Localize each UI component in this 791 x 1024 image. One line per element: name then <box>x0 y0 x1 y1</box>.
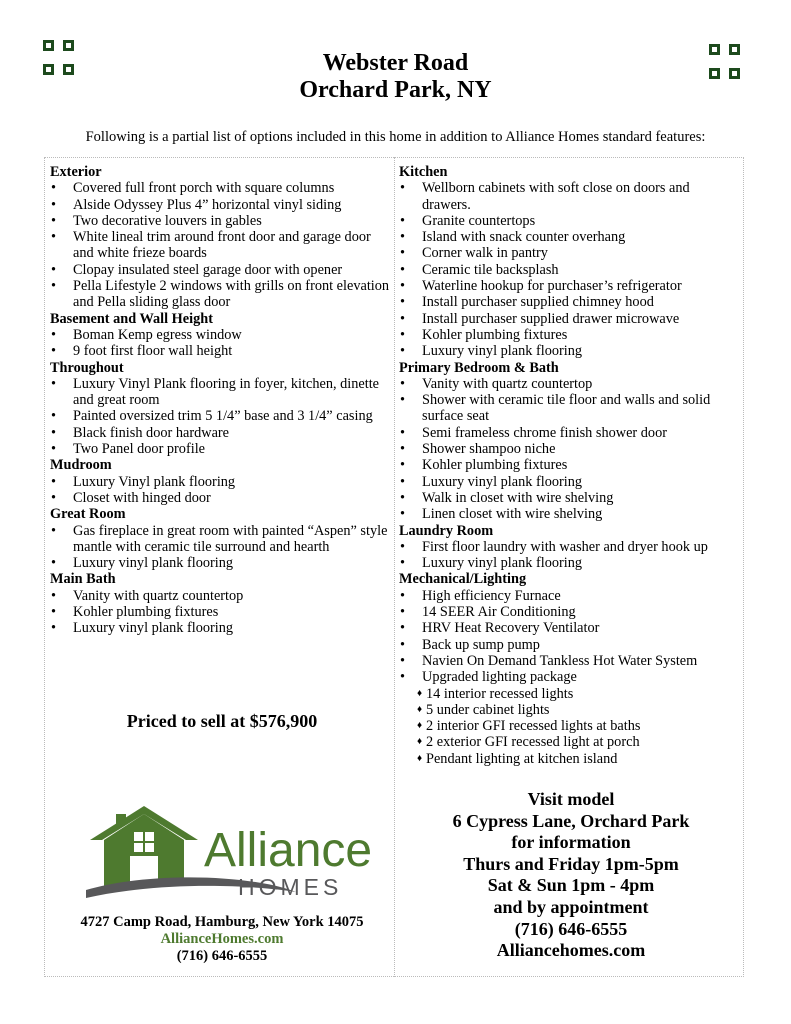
feature-item: • Black finish door hardware <box>50 425 390 441</box>
feature-sub-item: ♦ 5 under cabinet lights <box>399 702 741 718</box>
feature-item: • Walk in closet with wire shelving <box>399 490 741 506</box>
feature-item: • HRV Heat Recovery Ventilator <box>399 620 741 636</box>
feature-item: • Luxury vinyl plank flooring <box>399 343 741 359</box>
feature-list <box>399 588 741 767</box>
feature-item: • Install purchaser supplied chimney hood <box>399 294 741 310</box>
feature-item: • Luxury vinyl plank flooring <box>399 555 741 571</box>
website-link[interactable]: AllianceHomes.com <box>160 931 284 947</box>
feature-item: • Luxury Vinyl Plank flooring in foyer, kitchen, dinette and great room <box>50 376 390 409</box>
feature-item: • Luxury Vinyl plank flooring <box>50 474 390 490</box>
section-heading: Basement and Wall Height <box>50 310 213 327</box>
left-feature-column <box>50 164 390 637</box>
feature-list <box>399 376 741 523</box>
feature-item: • Alside Odyssey Plus 4” horizontal vinyl siding <box>50 197 390 213</box>
feature-item: • 9 foot first floor wall height <box>50 343 390 359</box>
company-address-block <box>50 914 394 965</box>
section-heading: Exterior <box>50 164 102 180</box>
visit-line: Thurs and Friday 1pm-5pm <box>463 853 679 874</box>
feature-item: • White lineal trim around front door and garage door and white frieze boards <box>50 229 390 262</box>
feature-item: • Corner walk in pantry <box>399 245 741 261</box>
feature-sub-item: ♦ 2 exterior GFI recessed light at porch <box>399 734 741 750</box>
feature-item: • Ceramic tile backsplash <box>399 262 741 278</box>
visit-line: and by appointment <box>493 896 649 917</box>
feature-item: • Luxury vinyl plank flooring <box>399 474 741 490</box>
page-subtitle: Orchard Park, NY <box>299 77 492 103</box>
feature-item: • Two Panel door profile <box>50 441 390 457</box>
visit-line: Alliancehomes.com <box>496 940 646 961</box>
right-feature-column <box>399 164 741 767</box>
feature-list <box>50 474 390 507</box>
feature-item: • Back up sump pump <box>399 637 741 653</box>
feature-item: • Wellborn cabinets with soft close on doors and drawers. <box>399 180 741 213</box>
visit-line: 6 Cypress Lane, Orchard Park <box>452 810 690 831</box>
feature-item: • Vanity with quartz countertop <box>50 588 390 604</box>
section-heading: Great Room <box>50 506 126 523</box>
section-heading: Kitchen <box>399 164 448 180</box>
address-line: 4727 Camp Road, Hamburg, New York 14075 <box>80 914 364 930</box>
feature-item: • Gas fireplace in great room with painted “Aspen” style mantle with ceramic tile surround and hearth <box>50 523 390 556</box>
visit-line: for information <box>511 832 631 853</box>
section-heading: Primary Bedroom & Bath <box>399 359 559 376</box>
feature-item: • Shower with ceramic tile floor and walls and solid surface seat <box>399 392 741 425</box>
logo-word-homes: HOMES <box>238 874 343 900</box>
feature-item: • Painted oversized trim 5 1/4” base and 3 1/4” casing <box>50 408 390 424</box>
feature-item: • Semi frameless chrome finish shower door <box>399 425 741 441</box>
feature-item: • Kohler plumbing fixtures <box>50 604 390 620</box>
feature-sub-item: ♦ Pendant lighting at kitchen island <box>399 751 741 767</box>
feature-list <box>50 180 390 310</box>
feature-item: • Vanity with quartz countertop <box>399 376 741 392</box>
feature-item: • Linen closet with wire shelving <box>399 506 741 522</box>
feature-item: • Covered full front porch with square columns <box>50 180 390 196</box>
feature-item: • First floor laundry with washer and dryer hook up <box>399 539 741 555</box>
section-heading: Laundry Room <box>399 522 494 539</box>
feature-item: • Kohler plumbing fixtures <box>399 457 741 473</box>
visit-line: Visit model <box>527 789 615 809</box>
feature-list <box>50 523 390 572</box>
alliance-homes-logo <box>86 800 376 905</box>
section-heading: Main Bath <box>50 571 116 588</box>
intro-text: Following is a partial list of options included in this home in addition to Alliance Homes standard features: <box>85 129 706 145</box>
visit-line: Sat & Sun 1pm - 4pm <box>487 875 655 896</box>
feature-item: • Upgraded lighting package <box>399 669 741 685</box>
page-title: Webster Road <box>322 50 469 76</box>
feature-list <box>399 539 741 572</box>
feature-item: • Boman Kemp egress window <box>50 327 390 343</box>
feature-sub-item: ♦ 2 interior GFI recessed lights at baths <box>399 718 741 734</box>
feature-list <box>399 180 741 359</box>
visit-model-block <box>398 789 744 962</box>
feature-item: • Kohler plumbing fixtures <box>399 327 741 343</box>
feature-item: • Shower shampoo niche <box>399 441 741 457</box>
feature-item: • Luxury vinyl plank flooring <box>50 555 390 571</box>
feature-item: • High efficiency Furnace <box>399 588 741 604</box>
column-divider <box>394 157 395 977</box>
feature-sub-item: ♦ 14 interior recessed lights <box>399 686 741 702</box>
section-heading: Mechanical/Lighting <box>399 571 527 588</box>
feature-list <box>50 588 390 637</box>
feature-item: • Install purchaser supplied drawer microwave <box>399 311 741 327</box>
feature-item: • Pella Lifestyle 2 windows with grills on front elevation and Pella sliding glass door <box>50 278 390 311</box>
feature-item: • Granite countertops <box>399 213 741 229</box>
feature-list <box>50 376 390 457</box>
feature-item: • Waterline hookup for purchaser’s refrigerator <box>399 278 741 294</box>
price-text: Priced to sell at $576,900 <box>126 711 318 731</box>
visit-line: (716) 646-6555 <box>514 918 628 939</box>
feature-item: • Clopay insulated steel garage door with opener <box>50 262 390 278</box>
section-heading: Throughout <box>50 359 124 376</box>
logo-word-alliance: Alliance <box>204 824 373 877</box>
section-heading: Mudroom <box>50 457 112 474</box>
feature-list <box>50 327 390 360</box>
feature-item: • Closet with hinged door <box>50 490 390 506</box>
phone-number: (716) 646-6555 <box>176 948 268 964</box>
feature-item: • Island with snack counter overhang <box>399 229 741 245</box>
feature-item: • 14 SEER Air Conditioning <box>399 604 741 620</box>
feature-item: • Luxury vinyl plank flooring <box>50 620 390 636</box>
feature-item: • Two decorative louvers in gables <box>50 213 390 229</box>
feature-item: • Navien On Demand Tankless Hot Water System <box>399 653 741 669</box>
